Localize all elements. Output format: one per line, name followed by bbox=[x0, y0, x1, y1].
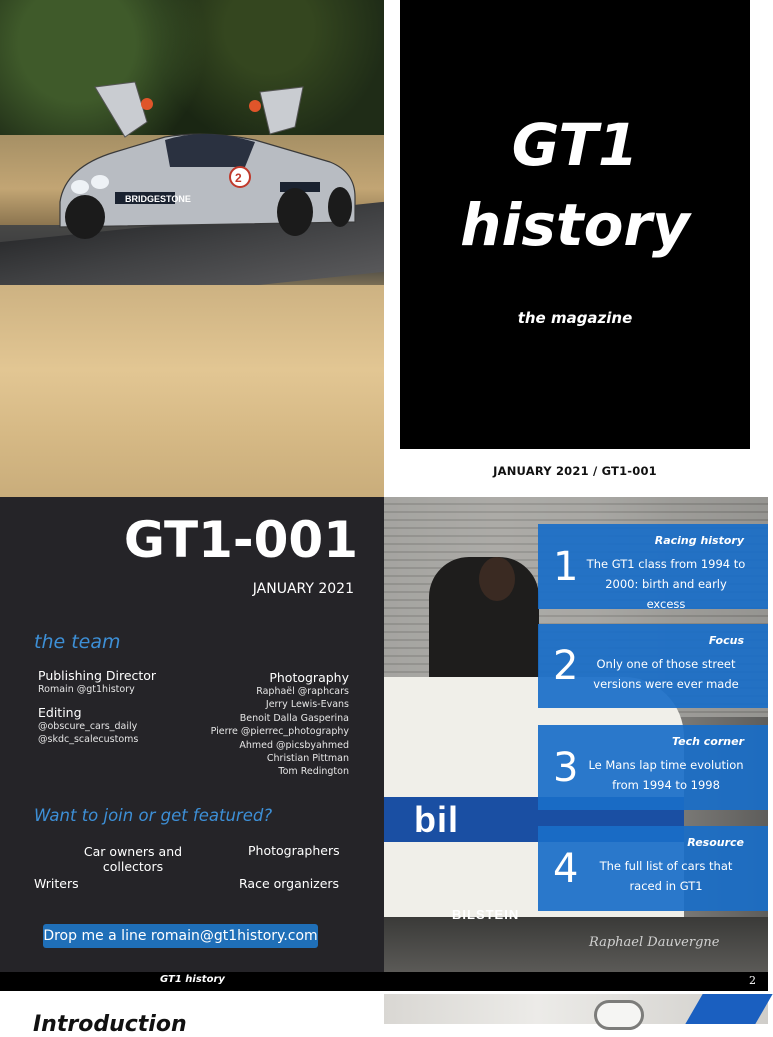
contents-page bbox=[0, 497, 768, 991]
toc-number: 1 bbox=[553, 543, 579, 590]
person-name: Christian Pittman bbox=[266, 753, 349, 765]
role-label: Photography bbox=[269, 670, 349, 685]
join-item-photographers: Photographers bbox=[248, 843, 340, 858]
person-name: Jerry Lewis-Evans bbox=[265, 699, 349, 711]
toc-item-tech-corner[interactable] bbox=[538, 725, 768, 810]
page-footer bbox=[0, 972, 768, 991]
toc-description: The full list of cars that raced in GT1 bbox=[599, 859, 733, 893]
cover-page bbox=[0, 0, 768, 497]
person-name: Pierre @pierrec_photography bbox=[210, 726, 349, 738]
toc-description: The GT1 class from 1994 to 2000: birth and early excess bbox=[586, 557, 746, 611]
issue-date: JANUARY 2021 bbox=[252, 581, 354, 597]
svg-text:BRIDGESTONE: BRIDGESTONE bbox=[125, 194, 191, 204]
toc-description: Only one of those street versions were ever made bbox=[593, 657, 739, 691]
pit-photo: bil BILSTEIN Raphael Dauvergne bbox=[384, 497, 768, 972]
toc-category: Tech corner bbox=[672, 735, 744, 748]
toc-item-focus[interactable] bbox=[538, 624, 768, 708]
join-heading: Want to join or get featured? bbox=[34, 806, 273, 825]
person-name: @skdc_scalecustoms bbox=[38, 734, 139, 746]
issue-line: JANUARY 2021 / GT1-001 bbox=[493, 464, 657, 478]
svg-text:2: 2 bbox=[235, 171, 242, 185]
person-name: Raphaël @raphcars bbox=[256, 686, 349, 697]
contact-email-button[interactable]: Drop me a line romain@gt1history.com bbox=[43, 924, 318, 948]
join-item-owners: Car owners and collectors bbox=[83, 844, 183, 874]
toc-category: Focus bbox=[708, 634, 744, 647]
join-item-race-organizers: Race organizers bbox=[239, 876, 340, 891]
toc-number: 4 bbox=[553, 845, 579, 892]
person-name: Benoit Dalla Gasperina bbox=[239, 712, 349, 724]
toc-category: Racing history bbox=[654, 534, 744, 547]
team-heading: the team bbox=[34, 631, 121, 653]
editing-credit bbox=[38, 705, 138, 747]
publishing-credit bbox=[38, 668, 156, 696]
toc-description: Le Mans lap time evolution from 1994 to 1998 bbox=[588, 758, 744, 792]
footer-title: GT1 history bbox=[160, 974, 225, 985]
person-name: Tom Redington bbox=[278, 766, 349, 778]
magazine-subtitle: the magazine bbox=[517, 309, 633, 327]
person-name: Ahmed @picsbyahmed bbox=[239, 739, 349, 751]
person-name: Romain @gt1history bbox=[38, 684, 135, 695]
toc-number: 3 bbox=[553, 744, 579, 791]
cover-title-panel bbox=[400, 0, 750, 449]
page-number: 2 bbox=[749, 974, 756, 987]
issue-code: GT1-001 bbox=[123, 511, 358, 569]
toc-item-resource[interactable] bbox=[538, 826, 768, 911]
join-item-writers: Writers bbox=[34, 876, 79, 891]
introduction-photo bbox=[384, 994, 768, 1024]
role-label: Editing bbox=[38, 705, 82, 720]
photography-credit bbox=[211, 670, 349, 779]
credits-panel bbox=[0, 497, 384, 972]
race-car-illustration bbox=[55, 82, 360, 252]
introduction-heading: Introduction bbox=[33, 1012, 187, 1037]
toc-number: 2 bbox=[553, 643, 579, 689]
magazine-title: GT1 history bbox=[460, 111, 690, 259]
cover-photo bbox=[0, 0, 384, 497]
toc-item-racing-history[interactable] bbox=[538, 524, 768, 609]
person-name: @obscure_cars_daily bbox=[38, 721, 138, 732]
toc-category: Resource bbox=[687, 836, 744, 849]
photographer-signature: Raphael Dauvergne bbox=[589, 935, 720, 950]
role-label: Publishing Director bbox=[38, 668, 157, 683]
introduction-page bbox=[0, 991, 768, 1037]
